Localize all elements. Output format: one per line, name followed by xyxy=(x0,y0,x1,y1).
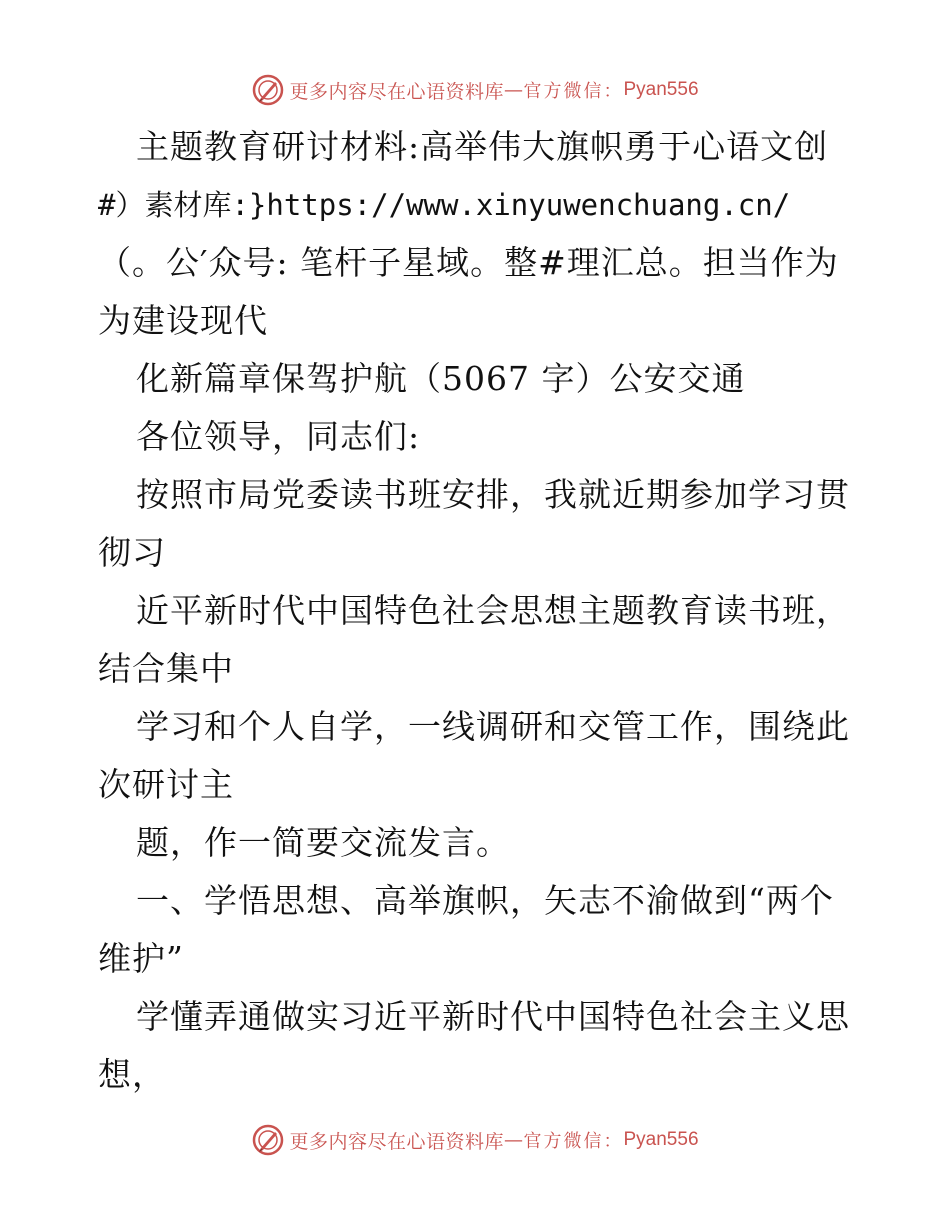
paragraph-5-line-1: 学懂弄通做实习近平新时代中国特色社会主义思 xyxy=(136,997,850,1036)
paragraph-2-line-1: 近平新时代中国特色社会思想主题教育读书班， xyxy=(136,591,850,630)
title-line-1: 主题教育研讨材料:高举伟大旗帜勇于心语文创 xyxy=(136,127,829,166)
footer-wechat-id: Pyan556 xyxy=(623,1129,699,1150)
header-promo-text: 更多内容尽在心语资料库 xyxy=(289,80,504,103)
pen-logo-icon xyxy=(251,73,285,107)
pen-logo-icon xyxy=(251,1123,285,1157)
header-banner xyxy=(0,70,950,110)
footer-dash: — xyxy=(504,1129,524,1151)
footer-banner xyxy=(0,1120,950,1160)
paragraph-1-line-2: 彻习 xyxy=(98,533,166,572)
header-wechat-id: Pyan556 xyxy=(623,79,699,100)
section-heading-1-line-2: 维护” xyxy=(98,939,184,978)
title-line-2-url: #）素材库:}https://www.xinyuwenchuang.cn/ xyxy=(98,188,791,222)
title-line-3: （。公′众号: 笔杆子星域。整#理汇总。担当作为 xyxy=(98,243,839,282)
footer-wechat-label: 官方微信： xyxy=(523,1131,624,1152)
paragraph-3-line-2: 次研讨主 xyxy=(98,765,234,804)
paragraph-5-line-2: 想， xyxy=(98,1055,166,1094)
paragraph-2-line-2: 结合集中 xyxy=(98,649,234,688)
footer-promo-text: 更多内容尽在心语资料库 xyxy=(289,1130,504,1153)
document-body xyxy=(98,118,858,1104)
section-heading-1-line-1: 一、学悟思想、高举旗帜，矢志不渝做到“两个 xyxy=(136,881,834,920)
title-line-4: 为建设现代 xyxy=(98,301,268,340)
header-dash: — xyxy=(504,79,524,101)
title-line-5: 化新篇章保驾护航（5067 字）公安交通 xyxy=(136,359,746,398)
salutation: 各位领导，同志们: xyxy=(136,417,421,456)
paragraph-3-line-1: 学习和个人自学，一线调研和交管工作，围绕此 xyxy=(136,707,850,746)
paragraph-4: 题，作一简要交流发言。 xyxy=(136,823,510,862)
header-wechat-label: 官方微信： xyxy=(523,81,624,102)
paragraph-1-line-1: 按照市局党委读书班安排，我就近期参加学习贯 xyxy=(136,475,850,514)
